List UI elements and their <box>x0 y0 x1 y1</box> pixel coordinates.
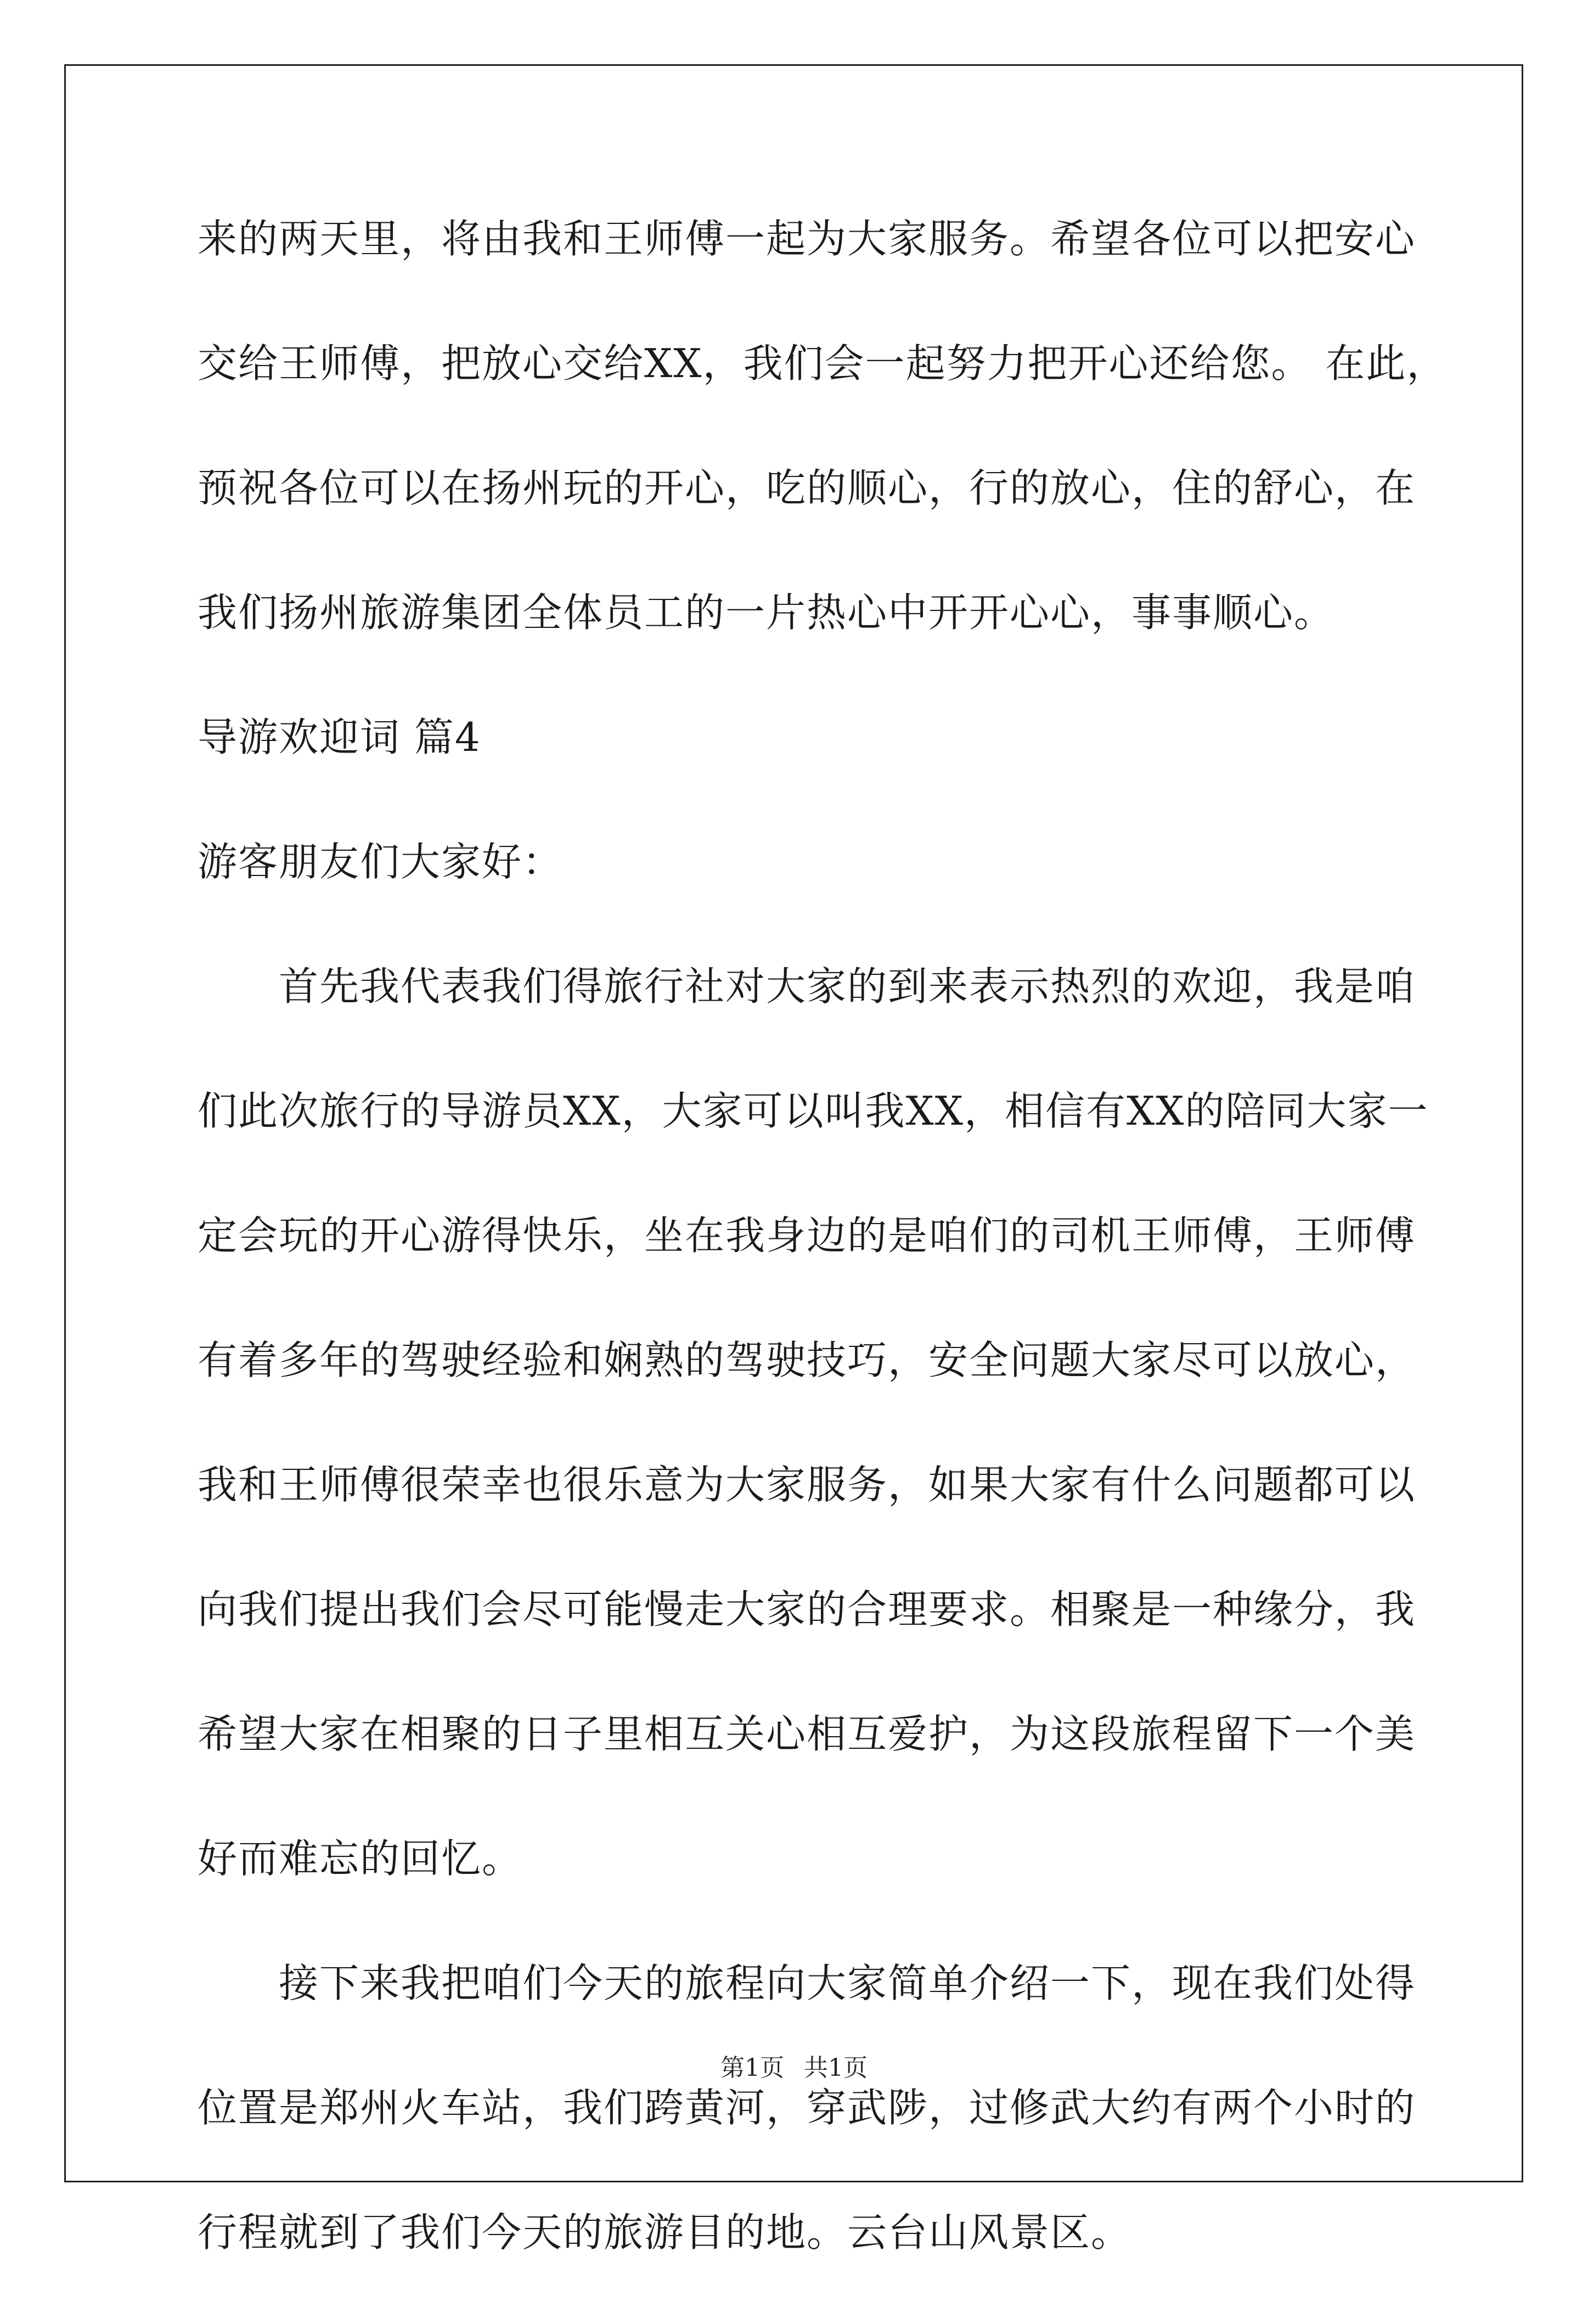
page-number: 第1页 <box>720 2054 784 2082</box>
text-line: 希望大家在相聚的日子里相互关心相互爱护，为这段旅程留下一个美 <box>198 1711 1416 1757</box>
text-line: 交给王师傅，把放心交给XX，我们会一起努力把开心还给您。 在此， <box>198 340 1448 386</box>
text-line: 们此次旅行的导游员XX，大家可以叫我XX，相信有XX的陪同大家一 <box>198 1088 1429 1134</box>
document-body <box>198 206 1448 2324</box>
text-line: 有着多年的驾驶经验和娴熟的驾驶技巧，安全问题大家尽可以放心， <box>198 1337 1416 1383</box>
text-line: 好而难忘的回忆。 <box>198 1835 523 1882</box>
page-total: 共1页 <box>804 2054 868 2082</box>
text-line: 定会玩的开心游得快乐，坐在我身边的是咱们的司机王师傅，王师傅 <box>198 1212 1416 1259</box>
text-line: 接下来我把咱们今天的旅程向大家简单介绍一下，现在我们处得 <box>279 1960 1416 2006</box>
text-line: 我们扬州旅游集团全体员工的一片热心中开开心心，事事顺心。 <box>198 590 1335 636</box>
page-footer <box>0 2052 1588 2085</box>
text-line: 我和王师傅很荣幸也很乐意为大家服务，如果大家有什么问题都可以 <box>198 1462 1416 1508</box>
text-line: 位置是郑州火车站，我们跨黄河，穿武陟，过修武大约有两个小时的 <box>198 2085 1416 2131</box>
greeting-line: 游客朋友们大家好： <box>198 839 564 885</box>
text-line: 预祝各位可以在扬州玩的开心，吃的顺心，行的放心，住的舒心，在 <box>198 465 1416 511</box>
section-heading: 导游欢迎词 篇4 <box>198 714 481 760</box>
text-line: 来的两天里，将由我和王师傅一起为大家服务。希望各位可以把安心 <box>198 216 1416 262</box>
text-line: 首先我代表我们得旅行社对大家的到来表示热烈的欢迎，我是咱 <box>279 963 1416 1009</box>
text-line: 向我们提出我们会尽可能慢走大家的合理要求。相聚是一种缘分，我 <box>198 1586 1416 1632</box>
text-line: 行程就到了我们今天的旅游目的地。云台山风景区。 <box>198 2209 1132 2255</box>
